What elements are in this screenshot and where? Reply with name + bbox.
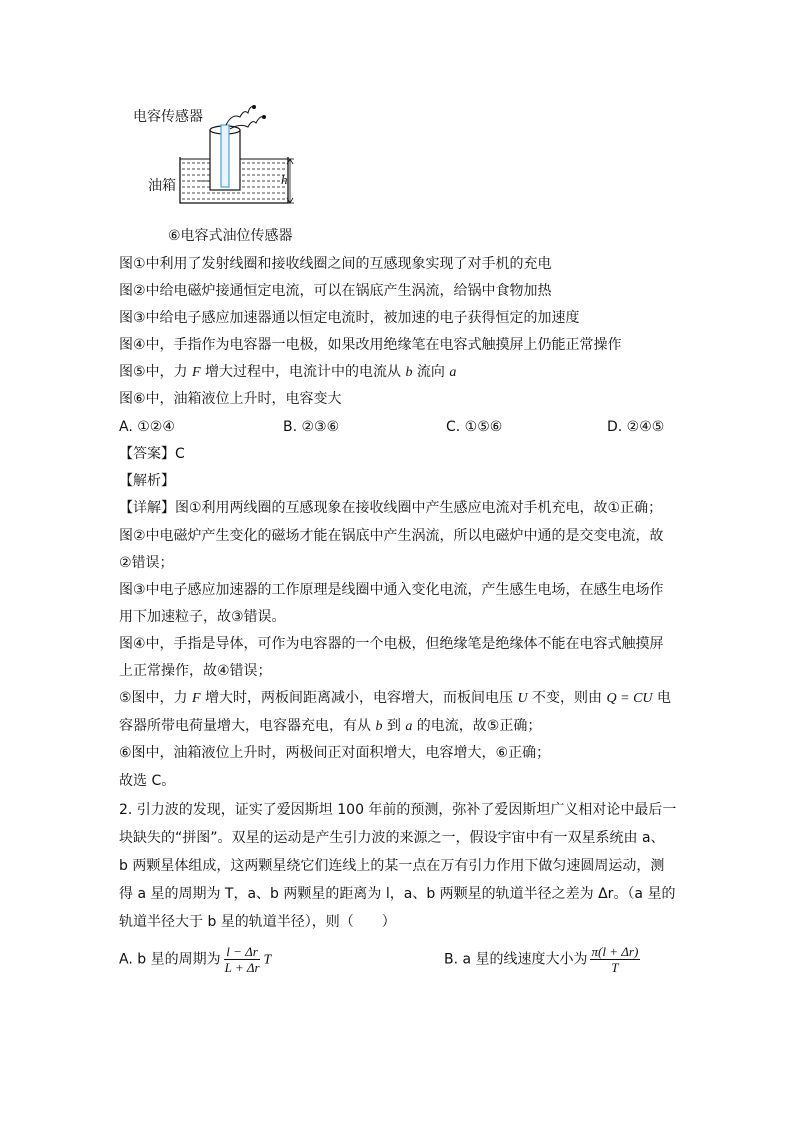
detail-line-10: ⑥图中，油箱液位上升时，两极间正对面积增大，电容增大，⑥正确；	[119, 745, 551, 761]
height-label: h	[281, 172, 288, 187]
q2-choice-a: A. b 星的周期为 $\frac{l - \Delta r}{L + \Delta r}$ T	[119, 944, 272, 975]
q2-line-4: 得 a 星的周期为 T，a、b 两颗星的距离为 l，a、b 两颗星的轨道半径之差为 Δr。（a 星的	[119, 886, 676, 902]
figure-caption: ⑥电容式油位传感器	[168, 228, 293, 244]
conclusion: 故选 C。	[119, 773, 176, 789]
sensor-label: 电容传感器	[133, 109, 203, 125]
answer: 【答案】C	[119, 446, 185, 462]
statement-2: 图②中给电磁炉接通恒定电流，可以在锅底产生涡流，给锅中食物加热	[119, 283, 552, 299]
tank-label: 油箱	[148, 178, 176, 194]
q2-line-1: 2. 引力波的发现，证实了爱因斯坦 100 年前的预测，弥补了爱因斯坦广义相对论中最后一	[119, 802, 677, 818]
detail-line-9: 容器所带电荷量增大，电容器充电，有从 b 到 a 的电流，故⑤正确；	[119, 718, 542, 734]
analysis-title: 【解析】	[119, 473, 175, 489]
q2-line-5: 轨道半径大于 b 星的轨道半径），则（ ）	[119, 914, 396, 930]
choice-c: C. ①⑤⑥	[446, 419, 503, 435]
detail-line-8: ⑤图中，力 F 增大时，两板间距离减小，电容增大，而板间电压 U 不变，则由 Q = CU 电	[119, 690, 671, 706]
q2-line-3: b 两颗星体组成，这两颗星绕它们连线上的某一点在万有引力作用下做匀速圆周运动，测	[119, 858, 665, 874]
choice-d: D. ②④⑤	[607, 419, 665, 435]
detail-line-2: 图②中电磁炉产生变化的磁场才能在锅底中产生涡流，所以电磁炉中通的是交变电流，故	[119, 528, 664, 544]
statement-5: 图⑤中，力 F 增大过程中，电流计中的电流从 b 流向 a	[119, 364, 457, 380]
detail-line-7: 上正常操作，故④错误；	[119, 663, 272, 679]
statement-1: 图①中利用了发射线圈和接收线圈之间的互感现象实现了对手机的充电	[119, 256, 552, 272]
statement-6: 图⑥中，油箱液位上升时，电容变大	[119, 391, 342, 407]
q2-choice-b: B. a 星的线速度大小为 $\frac{\pi(l + \Delta r)}{T}$	[444, 944, 639, 975]
statement-4: 图④中，手指作为电容器一电极，如果改用绝缘笔在电容式触摸屏上仍能正常操作	[119, 337, 622, 353]
detail-line-3: ②错误；	[119, 555, 174, 571]
detail-line-1: 【详解】图①利用两线圈的互感现象在接收线圈中产生感应电流对手机充电，故①正确；	[119, 500, 663, 516]
choice-b: B. ②③⑥	[283, 419, 340, 435]
detail-line-5: 用下加速粒子，故③错误。	[119, 609, 286, 625]
statement-3: 图③中给电子感应加速器通以恒定电流时，被加速的电子获得恒定的加速度	[119, 310, 580, 326]
q2-line-2: 块缺失的“拼图”。双星的运动是产生引力波的来源之一，假设宇宙中有一双星系统由 a、	[119, 830, 665, 846]
detail-line-4: 图③中电子感应加速器的工作原理是线圈中通入变化电流，产生感生电场，在感生电场作	[119, 582, 664, 598]
detail-line-6: 图④中，手指是导体，可作为电容器的一个电极，但绝缘笔是绝缘体不能在电容式触摸屏	[119, 636, 664, 652]
choice-a: A. ①②④	[119, 419, 175, 435]
